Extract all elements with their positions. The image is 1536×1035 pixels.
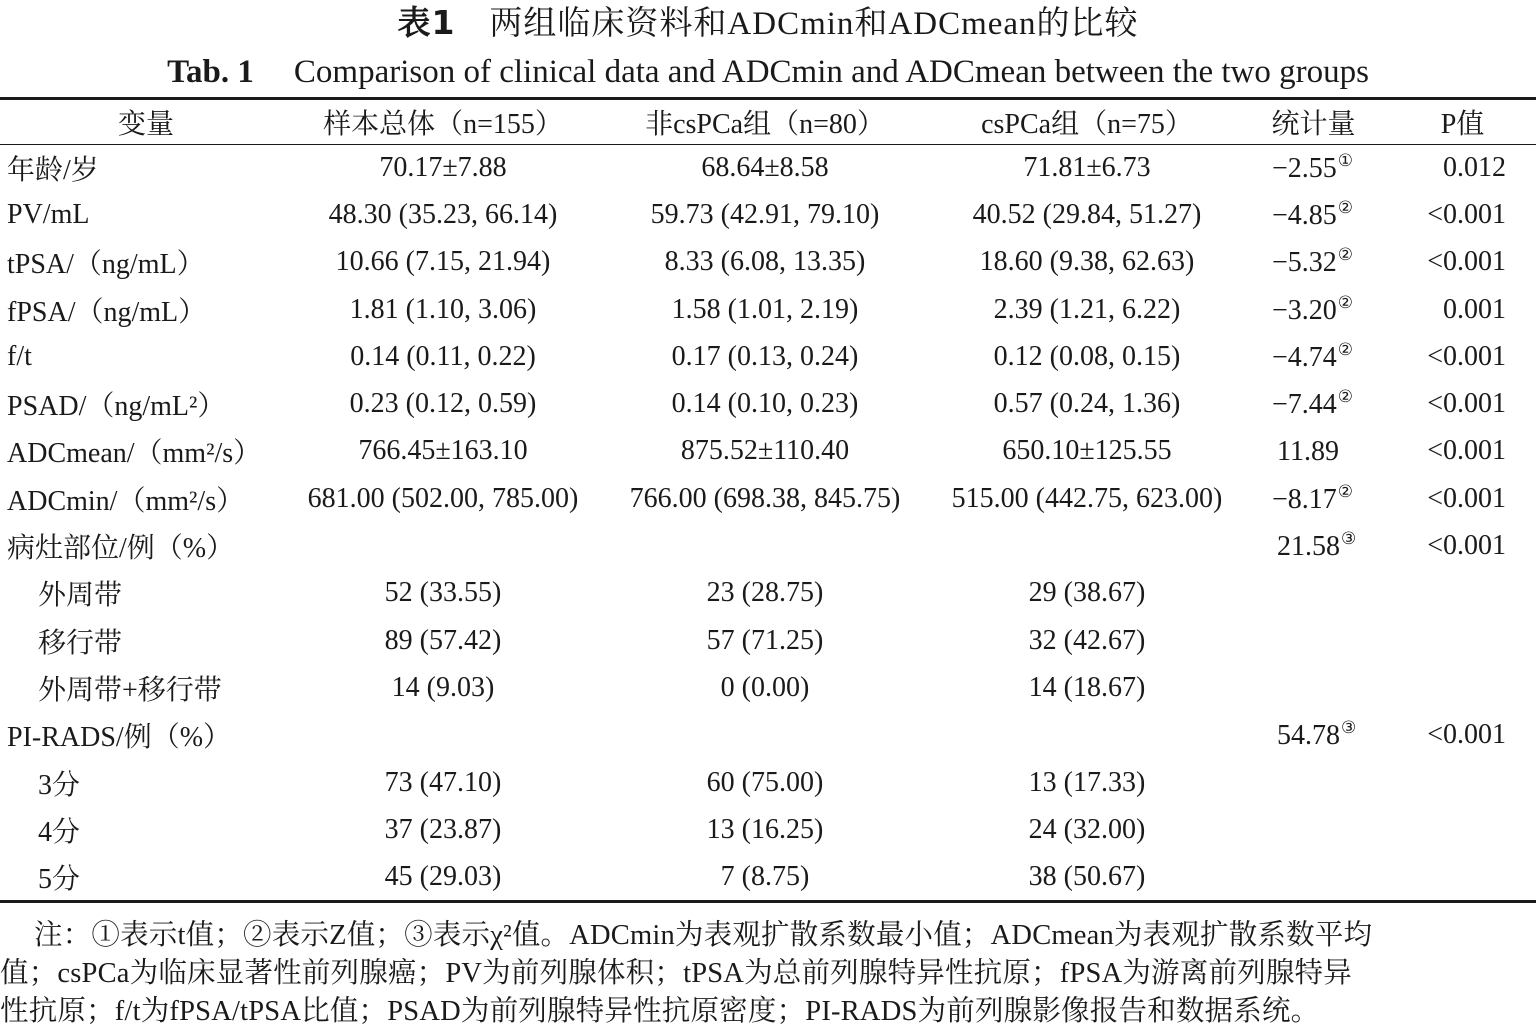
header-statistic: 统计量 [1271, 109, 1356, 140]
table-row [0, 664, 1536, 711]
table-caption-zh [0, 2, 1536, 45]
table-row [0, 853, 1536, 900]
cell-p-value: <0.001 [1427, 435, 1506, 467]
cell-cspca: 14 (18.67) [1028, 671, 1146, 703]
table-title-en: Comparison of clinical data and ADCmin and ADCmean between the two groups [293, 54, 1369, 90]
cell-cspca: 38 (50.67) [1028, 861, 1146, 893]
statistic-value: 54.78 [1277, 720, 1340, 752]
statistic-value: −7.44 [1272, 389, 1337, 421]
cell-p-value [1389, 570, 1536, 617]
table-title-zh: 两组临床资料和ADCmin和ADCmean的比较 [489, 6, 1139, 42]
table-footnote [0, 917, 1536, 1031]
cell-non-cspca: 875.52±110.40 [680, 435, 850, 467]
cell-variable: 4分 [38, 816, 81, 848]
cell-non-cspca [594, 712, 936, 759]
cell-variable: 5分 [38, 864, 81, 896]
cell-p-value [1389, 853, 1536, 900]
table-row [0, 333, 1536, 380]
cell-cspca: 71.81±6.73 [1023, 151, 1151, 183]
cell-cspca: 0.57 (0.24, 1.36) [993, 388, 1181, 420]
cell-statistic [1238, 380, 1389, 427]
cell-p-value: 0.012 [1443, 151, 1506, 183]
cell-cspca: 2.39 (1.21, 6.22) [993, 293, 1181, 325]
statistic-note-marker: ② [1337, 481, 1354, 501]
footnote-line-2: 值；csPCa为临床显著性前列腺癌；PV为前列腺体积；tPSA为总前列腺特异性抗原；fPSA为游离前列腺特异 [0, 958, 1352, 989]
cell-variable: PI-RADS/例（%） [7, 722, 232, 754]
cell-total: 0.14 (0.11, 0.22) [350, 340, 536, 372]
cell-statistic [1238, 522, 1389, 569]
statistic-value: −2.55 [1272, 152, 1337, 184]
cell-non-cspca: 57 (71.25) [706, 624, 824, 656]
cell-p-value [1389, 759, 1536, 806]
cell-p-value: <0.001 [1427, 246, 1506, 278]
statistic-note-marker: ② [1337, 292, 1354, 312]
cell-cspca: 650.10±125.55 [1002, 435, 1172, 467]
cell-non-cspca: 8.33 (6.08, 13.35) [664, 246, 866, 278]
cell-non-cspca: 7 (8.75) [720, 861, 810, 893]
cell-non-cspca: 59.73 (42.91, 79.10) [650, 198, 880, 230]
cell-total: 1.81 (1.10, 3.06) [349, 293, 537, 325]
cell-non-cspca: 0.14 (0.10, 0.23) [671, 388, 859, 420]
cell-variable: tPSA/（ng/mL） [7, 249, 205, 281]
cell-non-cspca: 60 (75.00) [706, 766, 824, 798]
cell-total: 89 (57.42) [384, 624, 502, 656]
cell-variable: PV/mL [7, 198, 90, 230]
cell-variable: ADCmin/（mm²/s） [7, 485, 245, 517]
cell-total: 73 (47.10) [384, 766, 502, 798]
statistic-note-marker: ③ [1341, 718, 1357, 738]
cell-statistic [1238, 617, 1389, 664]
cell-p-value: <0.001 [1427, 340, 1506, 372]
cell-cspca: 29 (38.67) [1028, 577, 1146, 609]
cell-cspca: 40.52 (29.84, 51.27) [972, 198, 1202, 230]
statistic-value: −3.20 [1272, 294, 1337, 326]
statistic-value: 21.58 [1277, 531, 1340, 563]
footnote-line-1: 注：①表示t值；②表示Z值；③表示χ²值。ADCmin为表观扩散系数最小值；ADCmean为表观扩散系数平均 [34, 920, 1373, 951]
table-row [0, 712, 1536, 759]
table-row [0, 570, 1536, 617]
cell-variable: ADCmean/（mm²/s） [7, 438, 262, 470]
cell-statistic [1238, 853, 1389, 900]
cell-cspca: 24 (32.00) [1028, 813, 1146, 845]
table-row [0, 759, 1536, 806]
table-label-zh: 表1 [397, 3, 456, 42]
cell-statistic [1238, 239, 1389, 286]
cell-p-value [1389, 664, 1536, 711]
cell-variable: 年龄/岁 [7, 154, 99, 186]
cell-total: 37 (23.87) [384, 813, 502, 845]
cell-statistic [1238, 759, 1389, 806]
cell-statistic [1238, 806, 1389, 853]
statistic-note-marker: ② [1337, 387, 1354, 407]
cell-non-cspca: 0 (0.00) [720, 671, 810, 703]
cell-non-cspca: 1.58 (1.01, 2.19) [671, 293, 859, 325]
comparison-table [0, 100, 1536, 901]
cell-non-cspca: 766.00 (698.38, 845.75) [629, 482, 901, 514]
header-non-cspca: 非csPCa组（n=80） [645, 109, 885, 140]
table-row [0, 191, 1536, 238]
cell-statistic [1238, 664, 1389, 711]
table-row [0, 475, 1536, 522]
statistic-note-marker: ① [1337, 150, 1354, 170]
cell-cspca: 515.00 (442.75, 623.00) [951, 482, 1223, 514]
cell-non-cspca: 68.64±8.58 [701, 151, 829, 183]
header-variable: 变量 [117, 109, 174, 140]
cell-p-value [1389, 617, 1536, 664]
cell-total: 52 (33.55) [384, 577, 502, 609]
statistic-value: −5.32 [1272, 247, 1337, 279]
cell-non-cspca [594, 522, 936, 569]
cell-variable: 移行带 [38, 627, 123, 659]
cell-non-cspca: 23 (28.75) [706, 577, 824, 609]
cell-variable: PSAD/（ng/mL²） [7, 391, 226, 423]
cell-p-value: <0.001 [1427, 482, 1506, 514]
cell-cspca: 0.12 (0.08, 0.15) [993, 340, 1181, 372]
cell-total: 766.45±163.10 [358, 435, 528, 467]
cell-total: 45 (29.03) [384, 861, 502, 893]
cell-total [292, 712, 594, 759]
cell-variable: 3分 [38, 769, 81, 801]
table-row [0, 806, 1536, 853]
cell-variable: f/t [7, 340, 32, 372]
cell-variable: 外周带 [38, 580, 123, 612]
cell-total: 10.66 (7.15, 21.94) [335, 246, 551, 278]
cell-cspca: 32 (42.67) [1028, 624, 1146, 656]
statistic-value: −8.17 [1272, 483, 1337, 515]
cell-cspca: 18.60 (9.38, 62.63) [979, 246, 1195, 278]
cell-statistic [1238, 475, 1389, 522]
cell-total: 0.23 (0.12, 0.59) [349, 388, 537, 420]
cell-statistic [1238, 712, 1389, 759]
table-row [0, 522, 1536, 569]
statistic-value: 11.89 [1277, 436, 1339, 468]
cell-variable: 病灶部位/例（%） [7, 533, 235, 565]
cell-variable: 外周带+移行带 [38, 674, 222, 706]
cell-cspca: 13 (17.33) [1028, 766, 1146, 798]
cell-statistic [1238, 144, 1389, 191]
header-p-value: P值 [1440, 109, 1485, 140]
statistic-note-marker: ② [1337, 197, 1354, 217]
statistic-note-marker: ③ [1341, 529, 1357, 549]
cell-total: 48.30 (35.23, 66.14) [328, 198, 558, 230]
table-row [0, 380, 1536, 427]
statistic-note-marker: ② [1337, 339, 1354, 359]
cell-p-value [1389, 806, 1536, 853]
cell-variable: fPSA/（ng/mL） [7, 296, 207, 328]
table-caption-en [0, 52, 1536, 92]
cell-statistic [1238, 428, 1389, 475]
table-row [0, 144, 1536, 191]
cell-statistic [1238, 191, 1389, 238]
cell-statistic [1238, 570, 1389, 617]
cell-total: 14 (9.03) [391, 671, 495, 703]
table-label-en: Tab. 1 [167, 54, 254, 90]
table-row [0, 428, 1536, 475]
statistic-value: −4.85 [1272, 199, 1337, 231]
cell-p-value: <0.001 [1427, 719, 1506, 751]
cell-total [292, 522, 594, 569]
header-total: 样本总体（n=155） [323, 109, 563, 140]
cell-p-value: <0.001 [1427, 388, 1506, 420]
cell-non-cspca: 0.17 (0.13, 0.24) [671, 340, 859, 372]
cell-total: 70.17±7.88 [379, 151, 507, 183]
cell-statistic [1238, 333, 1389, 380]
footnote-line-3: 性抗原；f/t为fPSA/tPSA比值；PSAD为前列腺特异性抗原密度；PI-RADS为前列腺影像报告和数据系统。 [0, 996, 1320, 1027]
table-row [0, 617, 1536, 664]
cell-p-value: <0.001 [1427, 198, 1506, 230]
table-row [0, 239, 1536, 286]
cell-non-cspca: 13 (16.25) [706, 813, 824, 845]
header-row [0, 100, 1536, 144]
header-cspca: csPCa组（n=75） [981, 109, 1193, 140]
statistic-note-marker: ② [1337, 245, 1354, 265]
table-row [0, 286, 1536, 333]
cell-total: 681.00 (502.00, 785.00) [307, 482, 579, 514]
statistic-value: −4.74 [1272, 341, 1337, 373]
cell-statistic [1238, 286, 1389, 333]
cell-p-value: <0.001 [1427, 530, 1506, 562]
cell-p-value: 0.001 [1443, 293, 1506, 325]
cell-cspca [936, 522, 1238, 569]
cell-cspca [936, 712, 1238, 759]
